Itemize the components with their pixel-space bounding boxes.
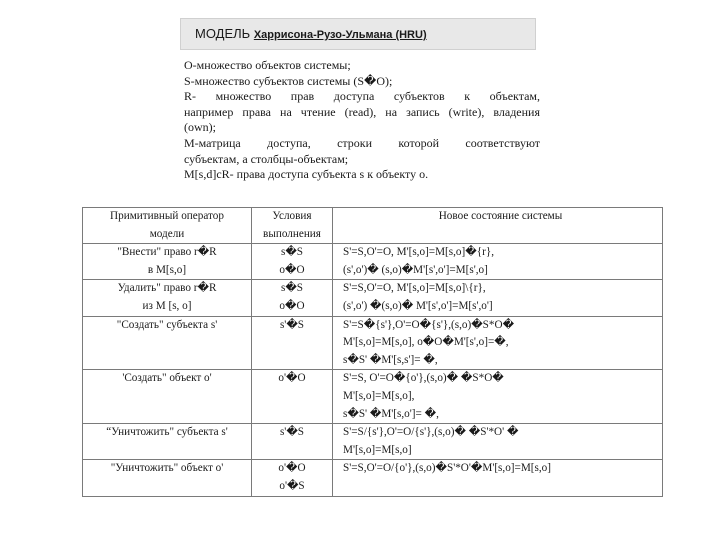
table-header-row <box>83 208 663 244</box>
cell-line: (s',o')� (s,o)�M'[s',o']=M[s',o] <box>343 263 488 276</box>
cell-line: M'[s,o]=M[s,o], <box>343 389 415 402</box>
condition-cell <box>252 424 333 460</box>
header-text: Примитивный оператор <box>110 210 224 222</box>
definition-line: (own); <box>184 120 216 135</box>
title-subtitle: Харрисона-Рузо-Ульмана (HRU) <box>253 29 427 41</box>
cell-line: M'[s,o]=M[s,o] <box>343 443 412 456</box>
cell-line: s�S <box>280 282 304 295</box>
cell-line: S'=S,O'=O, M'[s,o]=M[s,o]\{r}, <box>343 282 486 295</box>
cell-line: Удалить" право r�R <box>117 282 217 295</box>
header-text: выполнения <box>263 227 321 240</box>
cell-line: M'[s,o]=M[s,o], o�O�M'[s',o]=�, <box>343 336 509 349</box>
cell-line: o'�O <box>278 462 306 475</box>
definition-line: S-множество субъектов системы (S�O); <box>184 73 393 88</box>
hru-model-slide <box>172 14 544 194</box>
table-row <box>83 280 663 316</box>
header-conditions <box>252 208 333 244</box>
state-cell <box>333 316 663 370</box>
cell-line: S'=S/{s'},O'=O/{s'},(s,o)� �S'*O' � <box>343 426 519 439</box>
operator-cell <box>83 370 252 424</box>
state-cell <box>333 370 663 424</box>
table-row <box>83 316 663 370</box>
condition-cell <box>252 244 333 280</box>
table-row <box>83 370 663 424</box>
definition-line: например права на чтение (read), на запись (write), владения <box>184 104 540 119</box>
cell-line: o'�O <box>278 372 306 385</box>
table-row <box>83 424 663 460</box>
cell-line: s'�S <box>279 318 305 331</box>
header-new-state <box>333 208 663 244</box>
state-cell <box>333 244 663 280</box>
cell-line: s�S <box>280 246 304 259</box>
title-main: МОДЕЛЬ <box>195 26 254 41</box>
definition-line: субъектам, а столбцы-объектам; <box>184 151 349 166</box>
condition-cell <box>252 370 333 424</box>
header-operator <box>83 208 252 244</box>
cell-line: "Внести" право r�R <box>117 246 217 259</box>
definition-line: R- множество прав доступа субъектов к объектам, <box>184 89 540 104</box>
definition-line: О-множество объектов системы; <box>184 58 351 72</box>
primitive-operators-table <box>82 207 663 497</box>
slide-title <box>180 18 536 50</box>
cell-line: в M[s,o] <box>147 263 187 276</box>
table-row <box>83 244 663 280</box>
condition-cell <box>252 280 333 316</box>
cell-line: (s',o') �(s,o)� M'[s',o']=M[s',o'] <box>343 299 493 312</box>
cell-line: 'Создать" объект o' <box>122 372 212 385</box>
definition-line: М-матрица доступа, строки которой соответствуют <box>184 135 540 150</box>
header-text: Новое состояние системы <box>438 210 563 222</box>
cell-line: s�S' �M'[s,s']= �, <box>343 353 438 366</box>
state-cell <box>333 460 663 496</box>
operator-cell <box>83 424 252 460</box>
cell-line: “Уничтожить" субъекта s' <box>106 426 228 439</box>
operator-cell <box>83 280 252 316</box>
cell-line: o�O <box>279 263 305 276</box>
header-text: Условия <box>272 210 312 222</box>
state-cell <box>333 280 663 316</box>
cell-line: S'=S, O'=O�{o'},(s,o)� �S*O� <box>343 372 504 385</box>
cell-line: S'=S�{s'},O'=O�{s'},(s,o)�S*O� <box>343 318 515 331</box>
cell-line: S'=S,O'=O, M'[s,o]=M[s,o]�{r}, <box>343 246 494 259</box>
table-row <box>83 460 663 496</box>
cell-line: s'�S <box>279 426 305 439</box>
header-text: модели <box>149 227 185 240</box>
state-cell <box>333 424 663 460</box>
cell-line: o�O <box>279 299 305 312</box>
condition-cell <box>252 316 333 370</box>
cell-line: из M [s, o] <box>142 299 192 312</box>
cell-line: o'�S <box>279 479 305 492</box>
operator-cell <box>83 460 252 496</box>
operator-cell <box>83 244 252 280</box>
operator-cell <box>83 316 252 370</box>
cell-line: S'=S,O'=O/{o'},(s,o)�S'*O'�M'[s,o]=M[s,o] <box>343 462 551 475</box>
condition-cell <box>252 460 333 496</box>
definition-line: M[s,d]cR- права доступа субъекта s к объекту o. <box>184 167 429 182</box>
cell-line: "Создать" субъекта s' <box>116 318 218 331</box>
cell-line: s�S' �M'[s,o']= �, <box>343 407 439 420</box>
cell-line: "Уничтожить" объект o' <box>110 462 224 475</box>
model-definitions <box>184 58 540 183</box>
